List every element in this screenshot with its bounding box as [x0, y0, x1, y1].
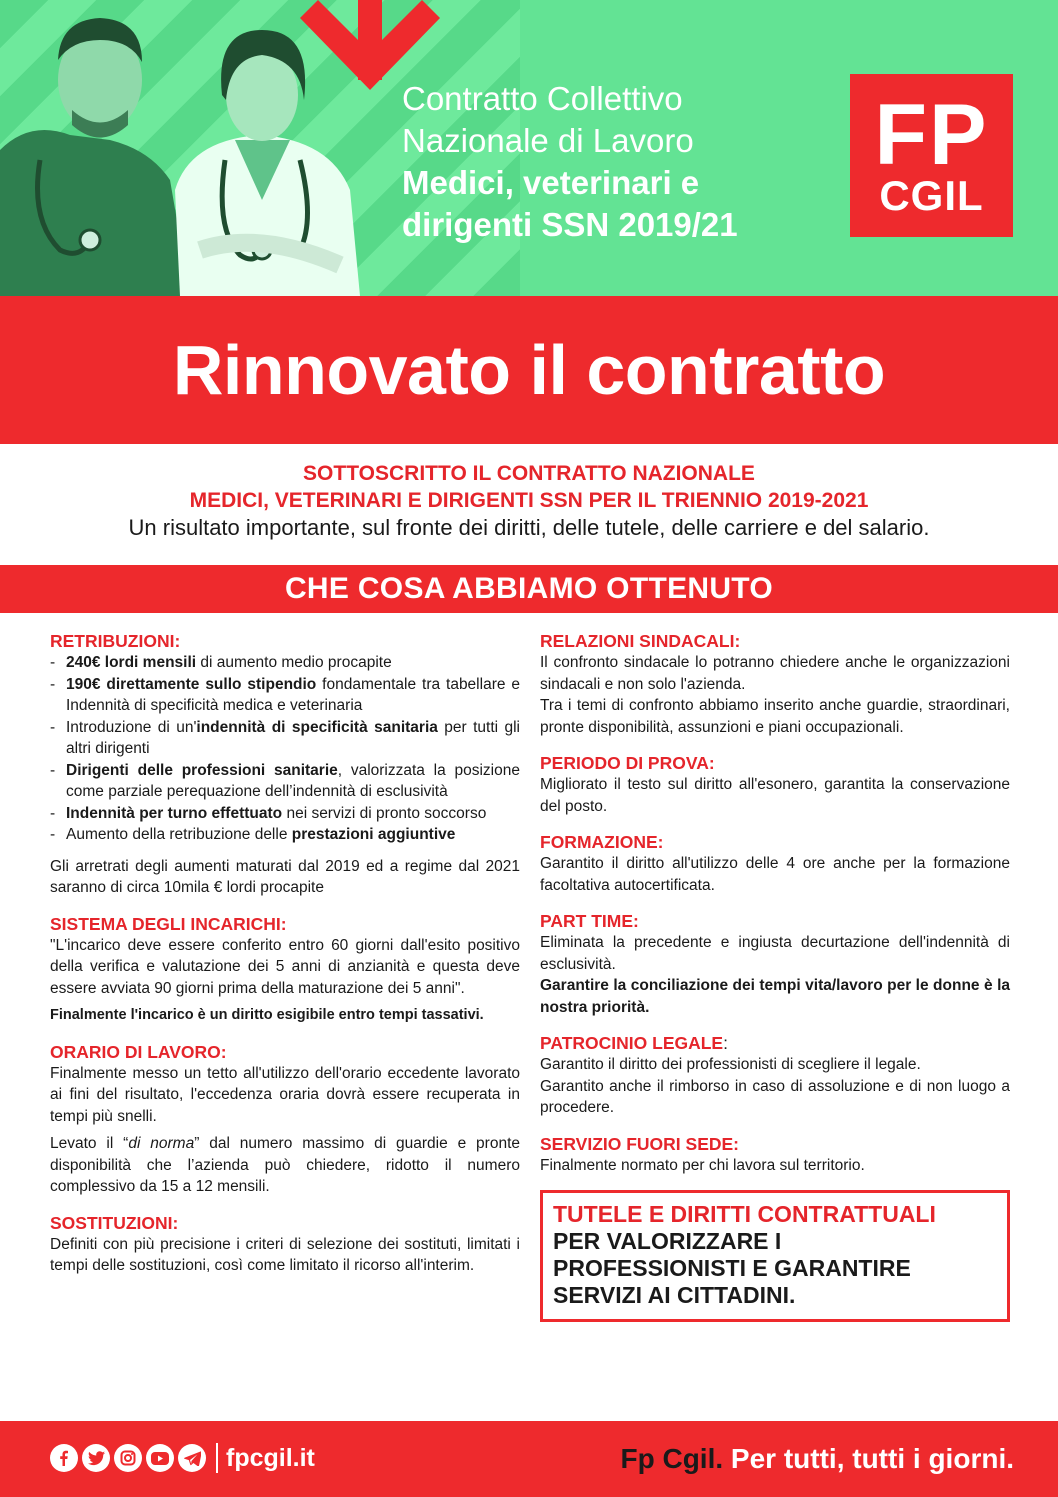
youtube-icon[interactable]	[146, 1444, 174, 1472]
sostituzioni-text: Definiti con più precisione i criteri di selezione dei sostituti, limitati i tempi delle sostituzioni, così come limitato il ricorso all'interim.	[50, 1235, 520, 1274]
retribuzioni-list	[50, 652, 520, 846]
list-item	[50, 717, 520, 760]
highlight-line-1: PER VALORIZZARE I	[553, 1228, 782, 1254]
bold-text: Indennità per turno effettuato	[66, 804, 283, 822]
bold-text: Dirigenti delle professioni sanitarie	[66, 761, 338, 779]
item-text: Introduzione di un'	[66, 718, 197, 736]
list-item	[50, 824, 520, 846]
telegram-icon[interactable]	[178, 1444, 206, 1472]
section-fuorisede	[540, 1133, 1010, 1177]
section-title: PERIODO DI PROVA:	[540, 753, 715, 773]
arretrati-text: Gli arretrati degli aumenti maturati dal 2019 ed a regime dal 2021 saranno di circa 10mila € lordi procapite	[50, 857, 520, 896]
website-link[interactable]: fpcgil.it	[226, 1443, 315, 1472]
prova-text: Migliorato il testo sul diritto all'esonero, garantita la conservazione del posto.	[540, 776, 1010, 815]
patrocinio-text-1: Garantito il diritto dei professionisti di scegliere il legale.	[540, 1056, 921, 1073]
formazione-text: Garantito il diritto all'utilizzo delle 4 ore anche per la formazione facoltativa autocertificata.	[540, 855, 1010, 894]
parttime-text-2: Garantire la conciliazione dei tempi vita/lavoro per le donne è la nostra priorità.	[540, 977, 1010, 1016]
bold-text: 240€ lordi mensili	[66, 654, 197, 671]
list-item	[50, 760, 520, 803]
relazioni-text-1: Il confronto sindacale lo potranno chiedere anche le organizzazioni sindacali e non solo l'azienda.	[540, 654, 1010, 693]
section-patrocinio	[540, 1032, 1010, 1119]
section-title: SERVIZIO FUORI SEDE:	[540, 1133, 740, 1154]
relazioni-text-2: Tra i temi di confronto abbiamo inserito anche guardie, straordinari, pronte disponibilità, assunzioni e piani occupazionali.	[540, 697, 1010, 736]
highlight-red: TUTELE E DIRITTI CONTRATTUALI	[553, 1201, 936, 1227]
section-parttime	[540, 910, 1010, 1018]
italic-text: di norma	[128, 1135, 195, 1152]
bold-text: prestazioni aggiuntive	[291, 826, 456, 843]
subtitle-red-1: SOTTOSCRITTO IL CONTRATTO NAZIONALE	[303, 462, 755, 485]
header-line-3: Medici, veterinari e	[402, 164, 700, 201]
logo-fp: FP	[874, 87, 989, 183]
header-banner	[0, 0, 1058, 296]
item-text: per tutti gli altri dirigenti	[66, 718, 521, 757]
section-title: FORMAZIONE:	[540, 832, 664, 852]
section-title-text: PATROCINIO LEGALE	[540, 1033, 724, 1053]
list-item	[50, 674, 520, 717]
subtitle-red-2: MEDICI, VETERINARI E DIRIGENTI SSN PER IL TRIENNIO 2019-2021	[189, 489, 869, 512]
section-bar-title: CHE COSA ABBIAMO OTTENUTO	[284, 572, 774, 605]
section-incarichi	[50, 913, 520, 1027]
list-item	[50, 652, 520, 674]
bold-text: indennità di specificità sanitaria	[196, 718, 438, 736]
title-band	[0, 296, 1058, 444]
twitter-icon[interactable]	[82, 1444, 110, 1472]
incarichi-text: "L'incarico deve essere conferito entro 60 giorni dall'esito positivo della verifica e valutazione dei 5 anni di anzianità e questa deve essere avviata 90 giorni prima della maturazione dei 5 anni".	[50, 936, 520, 997]
incarichi-note: Finalmente l'incarico è un diritto esigibile entro tempi tassativi.	[50, 1007, 484, 1023]
fp-cgil-logo	[850, 74, 1013, 237]
social-links	[50, 1443, 315, 1473]
orario-text-1: Finalmente messo un tetto all'utilizzo dell'orario eccedente lavorato ai fini del risultato, l'eccedenza oraria dovrà essere recuperata in tempi più snelli.	[50, 1064, 520, 1125]
section-title: SOSTITUZIONI:	[50, 1212, 179, 1233]
item-text: Levato il “	[50, 1135, 129, 1152]
highlight-line-2: PROFESSIONISTI E GARANTIRE	[553, 1255, 911, 1281]
section-relazioni	[540, 630, 1010, 738]
highlight-box	[540, 1190, 1010, 1322]
section-title: RETRIBUZIONI:	[50, 631, 181, 651]
section-sostituzioni	[50, 1212, 520, 1277]
header-line-1: Contratto Collettivo	[402, 80, 683, 117]
logo-cgil: CGIL	[879, 172, 984, 219]
right-column	[540, 630, 1010, 1322]
section-prova	[540, 752, 1010, 817]
facebook-icon[interactable]	[50, 1444, 78, 1472]
page-title: Rinnovato il contratto	[172, 331, 886, 409]
section-formazione	[540, 831, 1010, 896]
item-text: , valorizzata la posizione come parziale perequazione dell’indennità di esclusività	[66, 761, 520, 800]
section-title: ORARIO DI LAVORO:	[50, 1041, 227, 1062]
footer	[0, 1421, 1058, 1497]
section-orario	[50, 1041, 520, 1198]
slogan-text: Per tutti, tutti i giorni.	[723, 1443, 1014, 1474]
section-title: RELAZIONI SINDACALI:	[540, 631, 741, 651]
divider	[216, 1443, 218, 1473]
list-item	[50, 803, 520, 825]
highlight-line-3: SERVIZI AI CITTADINI.	[553, 1282, 796, 1308]
section-retribuzioni	[50, 630, 520, 899]
orario-text-2	[50, 1133, 520, 1198]
fuorisede-text: Finalmente normato per chi lavora sul territorio.	[540, 1156, 865, 1174]
item-text: fondamentale tra tabellare e Indennità di specificità medica e veterinaria	[66, 675, 520, 714]
section-title: PART TIME:	[540, 911, 639, 931]
bold-text: 190€ direttamente sullo stipendio	[66, 675, 317, 693]
section-bar	[0, 565, 1058, 613]
section-title: SISTEMA DEGLI INCARICHI:	[50, 913, 287, 934]
footer-slogan	[620, 1439, 1014, 1479]
item-text: Aumento della retribuzione delle	[66, 826, 292, 843]
patrocinio-text-2: Garantito anche il rimborso in caso di assoluzione e di non luogo a procedere.	[540, 1077, 1010, 1116]
left-column	[50, 630, 520, 1291]
header-line-2: Nazionale di Lavoro	[402, 122, 694, 159]
instagram-icon[interactable]	[114, 1444, 142, 1472]
parttime-text-1: Eliminata la precedente e ingiusta decurtazione dell'indennità di esclusività.	[540, 934, 1010, 973]
section-title	[540, 1032, 1010, 1054]
subtitle-text: Un risultato importante, sul fronte dei diritti, delle tutele, delle carriere e del salario.	[128, 515, 930, 540]
slogan-brand: Fp Cgil.	[620, 1443, 724, 1474]
header-line-4: dirigenti SSN 2019/21	[402, 206, 738, 243]
header-title	[402, 78, 842, 246]
item-text: ” dal numero massimo di guardie e pronte disponibilità che l’azienda può chiedere, ridotto il numero complessivo da 15 a 12 mensili.	[50, 1135, 521, 1195]
subtitle-block	[0, 460, 1058, 542]
colon: :	[723, 1033, 728, 1053]
item-text: di aumento medio procapite	[196, 654, 392, 671]
item-text: nei servizi di pronto soccorso	[282, 804, 487, 822]
